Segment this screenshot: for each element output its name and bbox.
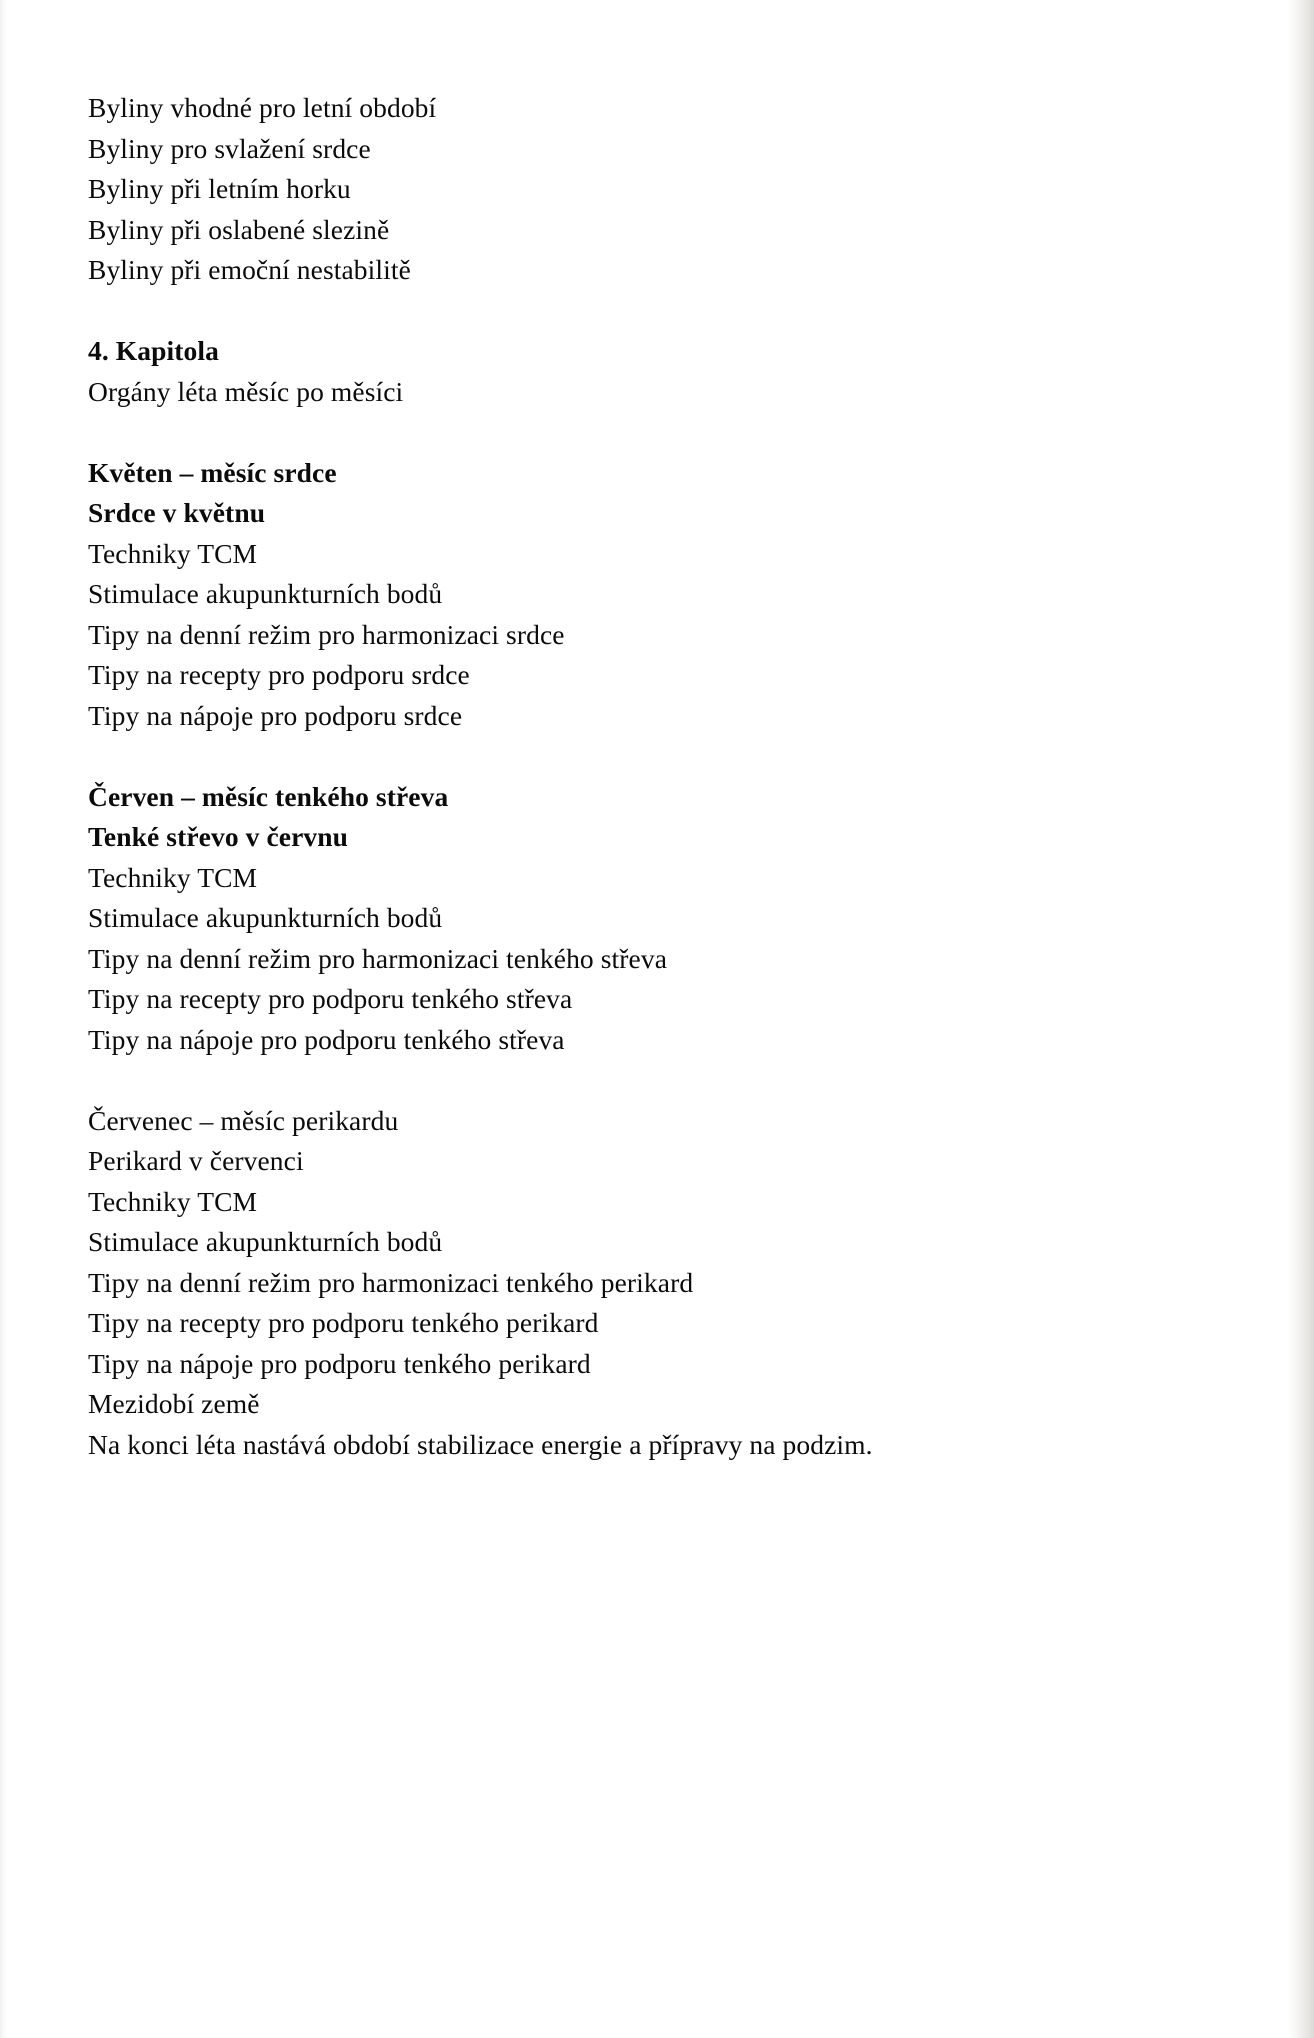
paragraph-spacer [88,412,1088,453]
text-line: Tipy na recepty pro podporu tenkého střeva [88,983,573,1014]
text-line-heading: Květen – měsíc srdce [88,456,337,488]
text-block-june-small-intestine [88,777,1088,1061]
text-line: Tipy na denní režim pro harmonizaci srdce [88,618,565,650]
text-line: Na konci léta nastává období stabilizace energie a přípravy na podzim. [88,1428,873,1460]
text-line: Stimulace akupunkturních bodů [88,578,443,609]
document-text-body [88,88,1088,1465]
text-line: Tipy na denní režim pro harmonizaci tenkého perikard [88,1266,694,1298]
page-left-edge-shading [0,0,8,2038]
paragraph-spacer [88,1060,1088,1101]
text-line: Stimulace akupunkturních bodů [88,902,443,933]
text-line: Orgány léta měsíc po měsíci [88,375,404,407]
text-line: Byliny při letním horku [88,173,351,204]
text-line-heading: 4. Kapitola [88,335,219,366]
text-line: Techniky TCM [88,537,258,569]
text-block-chapter-heading [88,331,1088,412]
text-line: Techniky TCM [88,861,258,893]
paragraph-spacer [88,736,1088,777]
text-line: Tipy na nápoje pro podporu tenkého perikard [88,1347,591,1379]
text-line: Techniky TCM [88,1185,258,1217]
text-block-herbs-list [88,88,1088,291]
text-line: Byliny vhodné pro letní období [88,92,437,123]
text-line: Tipy na nápoje pro podporu tenkého střeva [88,1023,565,1055]
text-line: Stimulace akupunkturních bodů [88,1226,443,1257]
text-line-heading: Červen – měsíc tenkého střeva [88,780,449,812]
page-right-edge-shading [1288,0,1314,2038]
text-line: Mezidobí země [88,1388,260,1419]
text-line: Byliny při oslabené slezině [88,213,390,245]
text-line: Tipy na recepty pro podporu tenkého perikard [88,1307,599,1338]
text-block-may-heart [88,453,1088,737]
text-line: Tipy na nápoje pro podporu srdce [88,699,463,731]
text-line-heading: Srdce v květnu [88,497,266,528]
text-line: Byliny při emoční nestabilitě [88,254,411,285]
text-line: Tipy na denní režim pro harmonizaci tenkého střeva [88,942,668,974]
text-line: Perikard v červenci [88,1145,304,1176]
text-line: Červenec – měsíc perikardu [88,1104,399,1136]
text-block-july-pericardium [88,1101,1088,1466]
text-line: Tipy na recepty pro podporu srdce [88,659,470,690]
paragraph-spacer [88,291,1088,332]
text-line: Byliny pro svlažení srdce [88,132,371,164]
text-line-heading: Tenké střevo v červnu [88,821,349,852]
